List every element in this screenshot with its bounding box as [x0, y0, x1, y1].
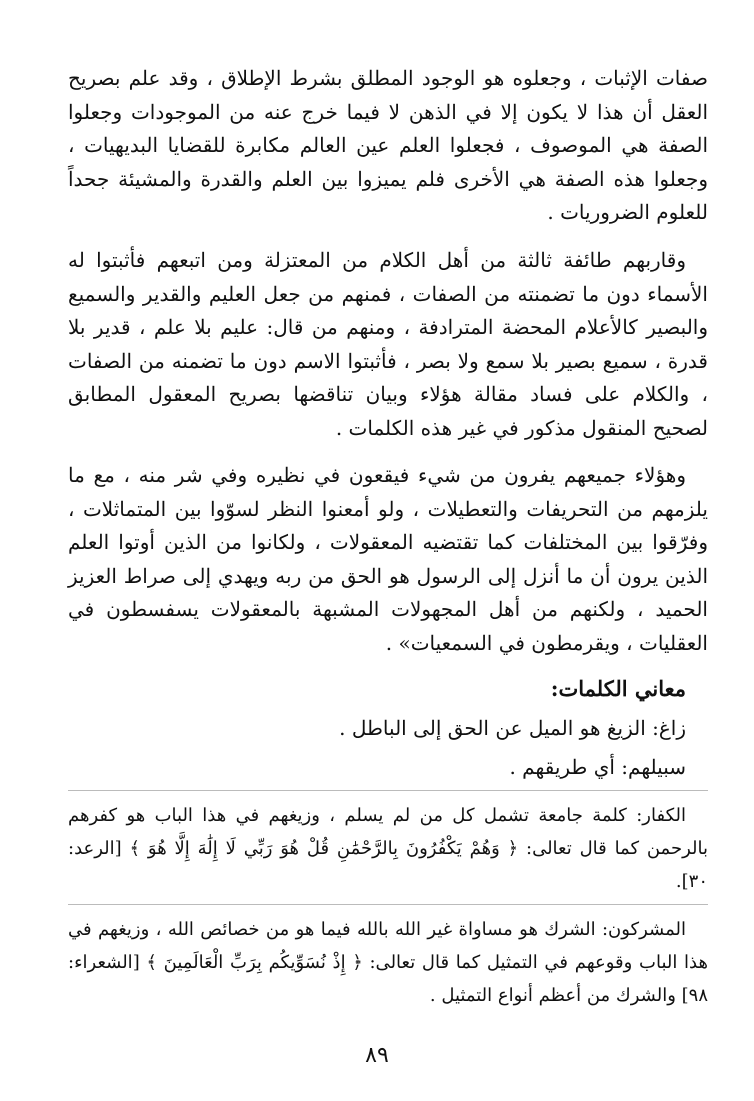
definition-mushrikun-lead: المشركون: الشرك هو مساواة غير الله بالله فيما هو من خصائص الله ، [155, 919, 686, 940]
page-body [68, 62, 708, 1072]
definition-zagh: زاغ: الزيغ هو الميل عن الحق إلى الباطل . [339, 716, 686, 740]
definition-sabilihim: سبيلهم: أي طريقهم . [509, 755, 686, 779]
divider [68, 790, 708, 791]
paragraph-1: صفات الإثبات ، وجعلوه هو الوجود المطلق بشرط الإطلاق ، وقد علم بصريح العقل أن هذا لا يكون إلا في الذهن لا فيما خرج عنه من الموجودات وجعلوا الصفة هي الموصوف ، فجعلوا العلم عين العالم مكابرة للقضايا البديهيات ، وجعلوا هذه الصفة هي الأخرى فلم يميزوا بين العلم والقدرة والمشيئة جحداً للعلوم الضروريات . [68, 66, 708, 225]
page-number: ٨٩ [365, 1043, 389, 1068]
section-heading: معاني الكلمات: [550, 676, 686, 701]
divider-2 [68, 904, 708, 905]
definition-mushrikun-text: وزيغهم في هذا الباب وقوعهم في التمثيل كما قال تعالى: ﴿ إِذْ نُسَوِّيكُم بِرَبِّ الْعَالَمِينَ ﴾ [الشعراء: ٩٨] والشرك من أعظم أنواع التمثيل . [68, 919, 708, 1006]
paragraph-3: وهؤلاء جميعهم يفرون من شيء فيقعون في نظيره وفي شر منه ، مع ما يلزمهم من التحريفات والتعطيلات ، ولو أمعنوا النظر لسوّوا بين المتماثلات ، وفرّقوا بين المختلفات كما تقتضيه المعقولات ، ولكانوا من الذين أوتوا العلم الذين يرون أن ما أنزل إلى الرسول هو الحق من ربه ويهدي إلى صراط العزيز الحميد ، ولكنهم من أهل المجهولات المشبهة بالمعقولات يسفسطون في العقليات ، ويقرمطون في السمعيات» . [68, 463, 708, 655]
definition-kuffar [68, 799, 708, 898]
definition-mushrikun [68, 913, 708, 1012]
paragraph-2: وقاربهم طائفة ثالثة من أهل الكلام من المعتزلة ومن اتبعهم فأثبتوا له الأسماء دون ما تضمنته من الصفات ، فمنهم من جعل العليم والقدير والسميع والبصير كالأعلام المحضة المترادفة ، ومنهم من قال: عليم بلا علم ، قدير بلا قدرة ، سميع بصير بلا سمع ولا بصر ، فأثبتوا الاسم دون ما تضمنه من الصفات ، والكلام على فساد مقالة هؤلاء وبيان تناقضها بصريح المعقول المطابق لصحيح المنقول مذكور في غير هذه الكلمات . [68, 248, 708, 440]
definition-kuffar-text: كفرهم بالرحمن كما قال تعالى: ﴿ وَهُمْ يَكْفُرُونَ بِالرَّحْمَٰنِ قُلْ هُوَ رَبِّي لَا إِلَٰهَ إِلَّا هُوَ ﴾ [الرعد: ٣٠]. [68, 805, 708, 892]
definition-kuffar-lead: الكفار: كلمة جامعة تشمل كل من لم يسلم ، وزيغهم في هذا الباب هو [126, 805, 686, 826]
